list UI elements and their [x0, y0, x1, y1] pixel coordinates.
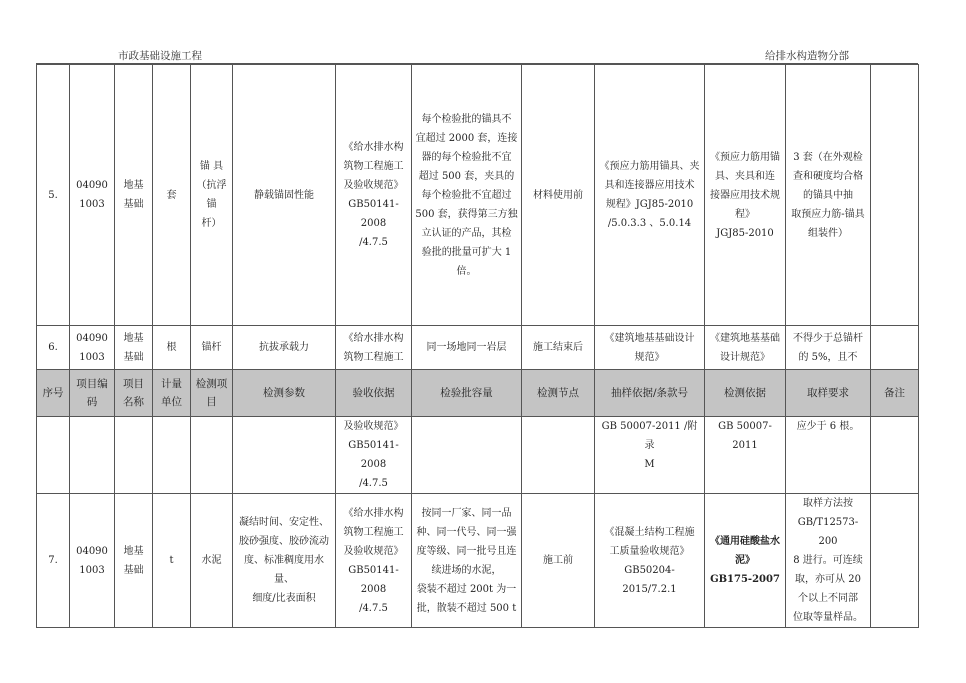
header-project-title: 市政基础设施工程: [118, 50, 202, 62]
column-header-remark: 备注: [871, 370, 919, 417]
cell-requirement: 应少于 6 根。: [786, 417, 871, 494]
cell-unit: 根: [153, 326, 191, 370]
cell-basis: 《预应力筋用锚 具、夹具和连 接器应用技术规 程》 JGJ85-2010: [705, 65, 786, 326]
cell-remark: [871, 326, 919, 370]
cell-acceptance: 及验收规范》 GB50141-2008 /4.7.5: [336, 417, 412, 494]
cell-name: 地基 基础: [115, 65, 153, 326]
inspection-table: [36, 64, 919, 628]
column-header-name: 项目名称: [115, 370, 153, 417]
cell-basis: GB 50007-2011: [705, 417, 786, 494]
cell-requirement: 不得少于总锚杆 的 5%，且不: [786, 326, 871, 370]
cell-no: 7.: [37, 494, 70, 628]
cell-requirement: 3 套（在外观检 查和硬度均合格 的锚具中抽 取预应力筋-锚具 组装件）: [786, 65, 871, 326]
cell-code: 04090 1003: [70, 326, 115, 370]
cell-item: 锚杆: [191, 326, 233, 370]
column-header-no: 序号: [37, 370, 70, 417]
table-row: [37, 326, 919, 370]
cell-sampling: GB 50007-2011 /附录 M: [595, 417, 705, 494]
cell-param: 抗拔承载力: [233, 326, 336, 370]
cell-basis: 《建筑地基基础 设计规范》: [705, 326, 786, 370]
column-header-acceptance: 验收依据: [336, 370, 412, 417]
cell-sampling: 《预应力筋用锚具、夹 具和连接器应用技术 规程》JGJ85-2010 /5.0.3.3 、5.0.14: [595, 65, 705, 326]
cell-param: 静载锚固性能: [233, 65, 336, 326]
cell-node: 材料使用前: [522, 65, 595, 326]
cell-unit: 套: [153, 65, 191, 326]
column-header-batch: 检验批容量: [412, 370, 522, 417]
cell-remark: [871, 65, 919, 326]
cell-requirement: 取样方法按 GB/T12573-200 8 进行。可连续 取，亦可从 20 个以上不同部 位取等量样品。: [786, 494, 871, 628]
column-header-param: 检测参数: [233, 370, 336, 417]
cell-unit: t: [153, 494, 191, 628]
column-header-basis: 检测依据: [705, 370, 786, 417]
cell-name: 地基 基础: [115, 494, 153, 628]
table-header-row: [37, 370, 919, 417]
cell-item: 锚 具 （抗浮 锚 杆）: [191, 65, 233, 326]
table-row: [37, 65, 919, 326]
cell-sampling: 《建筑地基基础设计 规范》: [595, 326, 705, 370]
cell-batch: 同一场地同一岩层: [412, 326, 522, 370]
column-header-code: 项目编码: [70, 370, 115, 417]
column-header-node: 检测节点: [522, 370, 595, 417]
cell-node: 施工前: [522, 494, 595, 628]
cell-remark: [871, 494, 919, 628]
cell-param: 凝结时间、安定性、 胶砂强度、胶砂流动 度、标准稠度用水量、 细度/比表面积: [233, 494, 336, 628]
cell-sampling: 《混凝土结构工程施 工质量验收规范》 GB50204-2015/7.2.1: [595, 494, 705, 628]
cell-node: 施工结束后: [522, 326, 595, 370]
cell-acceptance: 《给水排水构 筑物工程施工 及验收规范》 GB50141-2008 /4.7.5: [336, 494, 412, 628]
header-division-title: 给排水构造物分部: [765, 50, 849, 62]
cell-no: 5.: [37, 65, 70, 326]
column-header-sampling: 抽样依据/条款号: [595, 370, 705, 417]
table-row: [37, 417, 919, 494]
cell-basis: 《通用硅酸盐水 泥》 GB175-2007: [705, 494, 786, 628]
table-row: [37, 494, 919, 628]
cell-batch: 每个检验批的锚具不 宜超过 2000 套，连接 器的每个检验批不宜 超过 500 套，夹具的 每个检验批不宜超过 500 套，获得第三方独 立认证的产品，其检 验批的批量可扩大 1 倍。: [412, 65, 522, 326]
column-header-requirement: 取样要求: [786, 370, 871, 417]
cell-code: 04090 1003: [70, 494, 115, 628]
column-header-item: 检测项目: [191, 370, 233, 417]
cell-no: 6.: [37, 326, 70, 370]
cell-acceptance: 《给水排水构 筑物工程施工: [336, 326, 412, 370]
cell-batch: 按同一厂家、同一品 种、同一代号、同一强 度等级、同一批号且连 续进场的水泥， 袋装不超过 200t 为一 批，散装不超过 500 t: [412, 494, 522, 628]
cell-acceptance: 《给水排水构 筑物工程施工 及验收规范》 GB50141-2008 /4.7.5: [336, 65, 412, 326]
cell-item: 水泥: [191, 494, 233, 628]
cell-name: 地基 基础: [115, 326, 153, 370]
cell-code: 04090 1003: [70, 65, 115, 326]
column-header-unit: 计量单位: [153, 370, 191, 417]
